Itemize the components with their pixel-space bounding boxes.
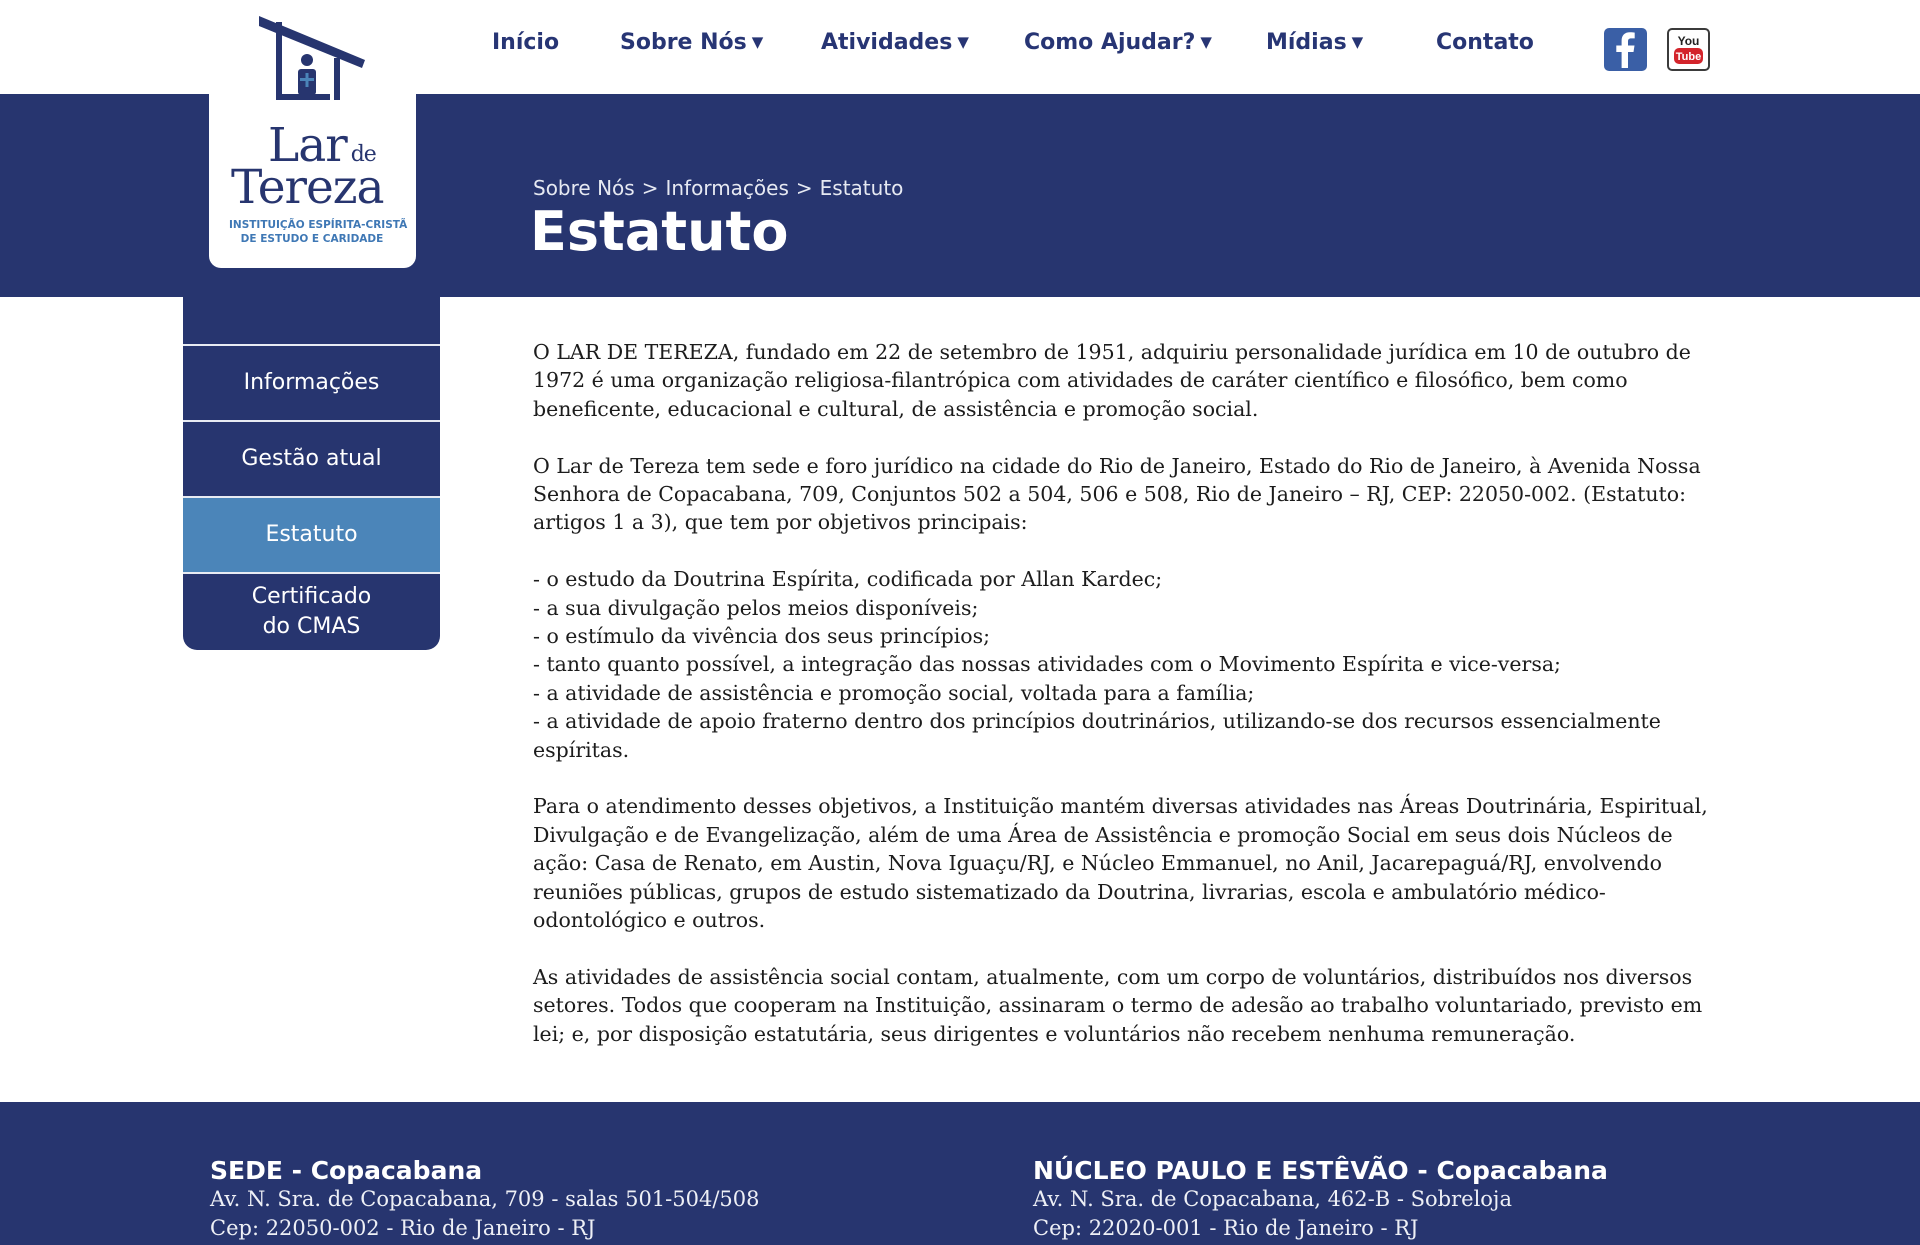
svg-text:Tube: Tube <box>1675 51 1702 63</box>
logo-wordmark-lar: Lar de <box>268 118 376 173</box>
list-item: - a atividade de apoio fraterno dentro dos princípios doutrinários, utilizando-se dos recursos essencialmente espíritas. <box>533 709 1661 762</box>
list-item: - o estudo da Doutrina Espírita, codificada por Allan Kardec; <box>533 567 1163 592</box>
nav-item-atividades[interactable]: Atividades ▼ <box>821 30 969 55</box>
facebook-f-glyph <box>1604 28 1647 71</box>
breadcrumb-item-sobre-nos[interactable]: Sobre Nós <box>533 176 635 200</box>
chevron-down-icon: ▼ <box>957 33 969 51</box>
list-item: - a atividade de assistência e promoção social, voltada para a família; <box>533 680 1255 705</box>
content-paragraph: O Lar de Tereza tem sede e foro jurídico na cidade do Rio de Janeiro, Estado do Rio de Janeiro, à Avenida Nossa Senhora de Copacabana, 709, Conjuntos 502 a 504, 506 e 508, Rio de Janeiro – RJ, CEP: 22050-002. (Estatuto: artigos 1 a 3), que tem por objetivos principais: <box>533 453 1701 535</box>
list-item: - a sua divulgação pelos meios disponíveis; <box>533 595 979 620</box>
content-paragraph: O LAR DE TEREZA, fundado em 22 de setembro de 1951, adquiriu personalidade jurídica em 10 de outubro de 1972 é uma organização religiosa-filantrópica com atividades de caráter científico e filosófico, bem como beneficente, educacional e cultural, de assistência e promoção social. <box>533 340 1691 421</box>
nav-item-midias[interactable]: Mídias ▼ <box>1266 30 1364 55</box>
sidebar-item-certificado-cmas[interactable]: Certificado do CMAS <box>251 584 372 639</box>
content-paragraph: As atividades de assistência social contam, atualmente, com um corpo de voluntários, distribuídos nos diversos setores. Todos que cooperam na Instituição, assinaram o termo de adesão ao trabalho voluntariado, previsto em lei; e, por disposição estatutária, seus dirigentes e voluntários não recebem nenhuma remuneração. <box>533 964 1703 1046</box>
footer-nucleo-title: NÚCLEO PAULO E ESTÊVÃO - Copacabana <box>1033 1156 1608 1185</box>
footer-sede-address: Av. N. Sra. de Copacabana, 709 - salas 501-504/508 <box>210 1187 760 1211</box>
youtube-glyph <box>1669 30 1708 69</box>
footer-sede <box>210 1156 760 1243</box>
nav-item-sobre-nos[interactable]: Sobre Nós ▼ <box>620 30 764 55</box>
footer-nucleo-address: Av. N. Sra. de Copacabana, 462-B - Sobreloja <box>1033 1187 1512 1211</box>
logo-wordmark-tereza: Tereza <box>231 160 384 215</box>
svg-text:You: You <box>1677 34 1700 48</box>
sidebar-item-gestao-atual[interactable]: Gestão atual <box>241 446 382 471</box>
nav-item-inicio[interactable]: Início <box>492 30 560 55</box>
sidebar-item-informacoes[interactable]: Informações <box>243 370 380 395</box>
page-title: Estatuto <box>530 200 789 263</box>
chevron-down-icon: ▼ <box>751 33 764 51</box>
content-paragraph: Para o atendimento desses objetivos, a Instituição mantém diversas atividades nas Áreas Doutrinária, Espiritual, Divulgação e de Evangelização, além de uma Área de Assistência e promoção Social em seus dois Núcleos de ação: Casa de Renato, em Austin, Nova Iguaçu/RJ, e Núcleo Emmanuel, no Anil, Jacarepaguá/RJ, envolvendo reuniões públicas, grupos de estudo sistematizado da Doutrina, livrarias, escola e ambulatório médico-odontológico e outros. <box>533 794 1708 933</box>
logo-subtitle-line-1: INSTITUIÇÃO ESPÍRITA-CRISTÃ <box>229 219 408 231</box>
breadcrumb-item-estatuto: Estatuto <box>819 176 904 200</box>
footer-nucleo-cep: Cep: 22020-001 - Rio de Janeiro - RJ <box>1033 1216 1419 1240</box>
footer-nucleo <box>1033 1156 1608 1243</box>
breadcrumb-separator: > <box>641 176 659 200</box>
main-content <box>533 338 1713 1076</box>
footer-sede-cep: Cep: 22050-002 - Rio de Janeiro - RJ <box>210 1216 596 1240</box>
breadcrumb-separator: > <box>795 176 813 200</box>
chevron-down-icon: ▼ <box>1351 33 1364 51</box>
list-item: - o estímulo da vivência dos seus princípios; <box>533 624 991 649</box>
logo-subtitle-line-2: DE ESTUDO E CARIDADE <box>240 233 384 245</box>
sidebar-item-estatuto[interactable]: Estatuto <box>183 498 440 572</box>
nav-item-contato[interactable]: Contato <box>1436 30 1534 55</box>
list-item: - tanto quanto possível, a integração das nossas atividades com o Movimento Espírita e vice-versa; <box>533 652 1561 677</box>
nav-item-como-ajudar[interactable]: Como Ajudar? ▼ <box>1024 30 1212 55</box>
chevron-down-icon: ▼ <box>1200 33 1212 51</box>
breadcrumb <box>533 176 903 200</box>
facebook-icon[interactable] <box>1604 28 1647 71</box>
house-logo-icon <box>255 12 367 112</box>
youtube-icon[interactable] <box>1667 28 1710 71</box>
objectives-list <box>533 565 1713 764</box>
breadcrumb-item-informacoes[interactable]: Informações <box>665 176 789 200</box>
footer-sede-title: SEDE - Copacabana <box>210 1156 483 1185</box>
